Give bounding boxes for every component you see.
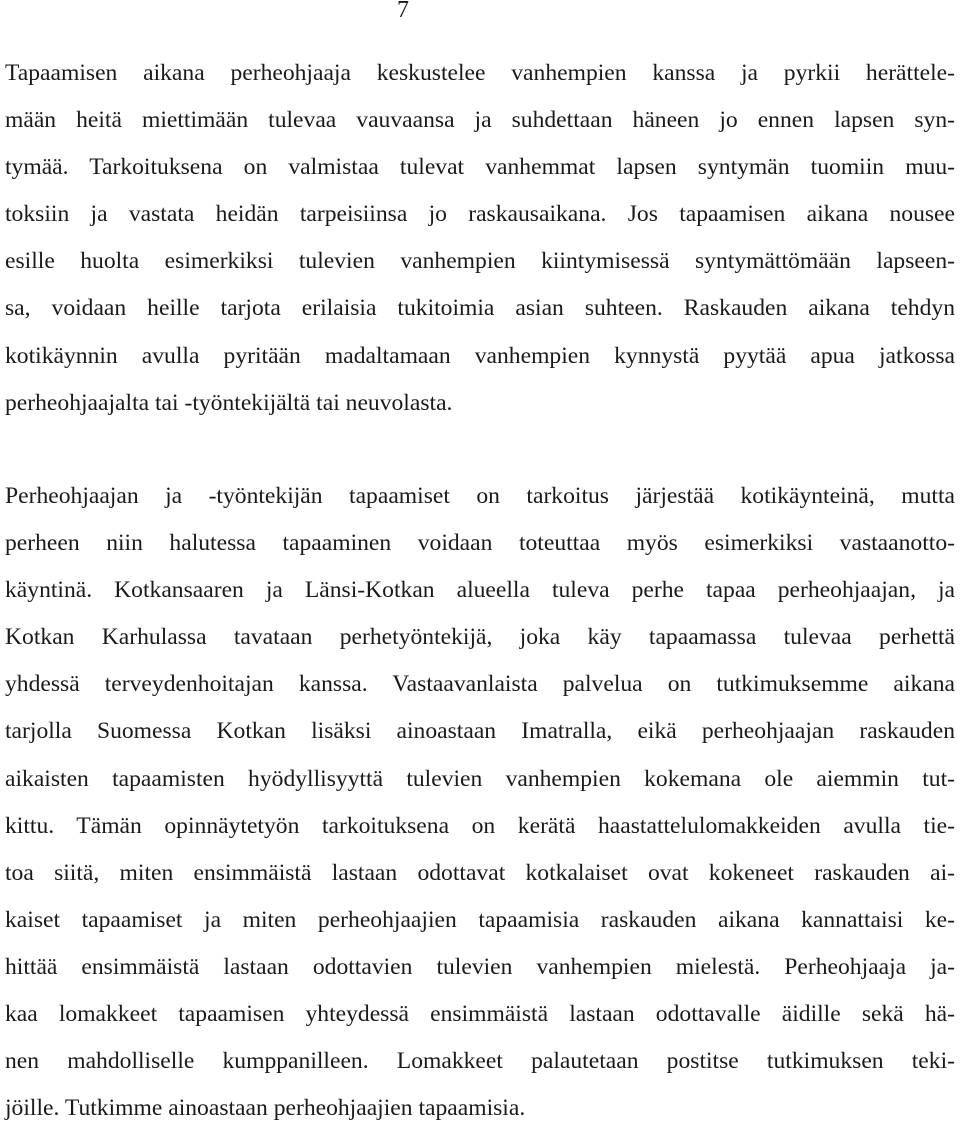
- paragraph-line: perheohjaajalta tai -työntekijältä tai neuvolasta.: [5, 389, 453, 416]
- paragraph-line: nen mahdolliselle kumppanilleen. Lomakkeet palautetaan postitse tutkimuksen teki-: [5, 1048, 955, 1075]
- paragraph-line: mään heitä miettimään tulevaa vauvaansa ja suhdettaan häneen jo ennen lapsen syn-: [5, 107, 955, 134]
- paragraph-1: [5, 50, 955, 427]
- paragraph-line: aikaisten tapaamisten hyödyllisyyttä tulevien vanhempien kokemana ole aiemmin tut-: [5, 765, 955, 792]
- paragraph-line: tymää. Tarkoituksena on valmistaa tulevat vanhemmat lapsen syntymän tuomiin muu-: [5, 154, 955, 181]
- page-number: 7: [397, 0, 409, 23]
- paragraph-line: Tapaamisen aikana perheohjaaja keskustelee vanhempien kanssa ja pyrkii herättele-: [5, 60, 955, 86]
- paragraph-line: toksiin ja vastata heidän tarpeisiinsa jo raskausaikana. Jos tapaamisen aikana nousee: [5, 201, 955, 228]
- paragraph-line: kotikäynnin avulla pyritään madaltamaan vanhempien kynnystä pyytää apua jatkossa: [5, 342, 955, 369]
- paragraph-line: hittää ensimmäistä lastaan odottavien tulevien vanhempien mielestä. Perheohjaaja ja-: [5, 953, 955, 980]
- paragraph-line: jöille. Tutkimme ainoastaan perheohjaajien tapaamisia.: [5, 1095, 526, 1122]
- paragraph-line: kaa lomakkeet tapaamisen yhteydessä ensimmäistä lastaan odottavalle äidille sekä hä-: [5, 1001, 955, 1028]
- paragraph-line: esille huolta esimerkiksi tulevien vanhempien kiintymisessä syntymättömään lapseen-: [5, 248, 955, 275]
- paragraph-line: yhdessä terveydenhoitajan kanssa. Vastaavanlaista palvelua on tutkimuksemme aikana: [5, 671, 955, 698]
- paragraph-line: kaiset tapaamiset ja miten perheohjaajien tapaamisia raskauden aikana kannattaisi ke-: [5, 906, 955, 933]
- paragraph-2: [5, 473, 955, 1132]
- paragraph-line: käyntinä. Kotkansaaren ja Länsi-Kotkan alueella tuleva perhe tapaa perheohjaajan, ja: [5, 577, 955, 604]
- paragraph-line: perheen niin halutessa tapaaminen voidaan toteuttaa myös esimerkiksi vastaanotto-: [5, 530, 955, 557]
- paragraph-line: sa, voidaan heille tarjota erilaisia tukitoimia asian suhteen. Raskauden aikana tehdyn: [5, 295, 955, 322]
- paragraph-line: tarjolla Suomessa Kotkan lisäksi ainoastaan Imatralla, eikä perheohjaajan raskauden: [5, 718, 955, 745]
- paragraph-line: toa siitä, miten ensimmäistä lastaan odottavat kotkalaiset ovat kokeneet raskauden ai-: [5, 859, 955, 886]
- paragraph-line: kittu. Tämän opinnäytetyön tarkoituksena on kerätä haastattelulomakkeiden avulla tie-: [5, 812, 955, 839]
- paragraph-line: Kotkan Karhulassa tavataan perhetyöntekijä, joka käy tapaamassa tulevaa perhettä: [5, 624, 955, 651]
- paragraph-line: Perheohjaajan ja -työntekijän tapaamiset on tarkoitus järjestää kotikäynteinä, mutta: [5, 483, 955, 509]
